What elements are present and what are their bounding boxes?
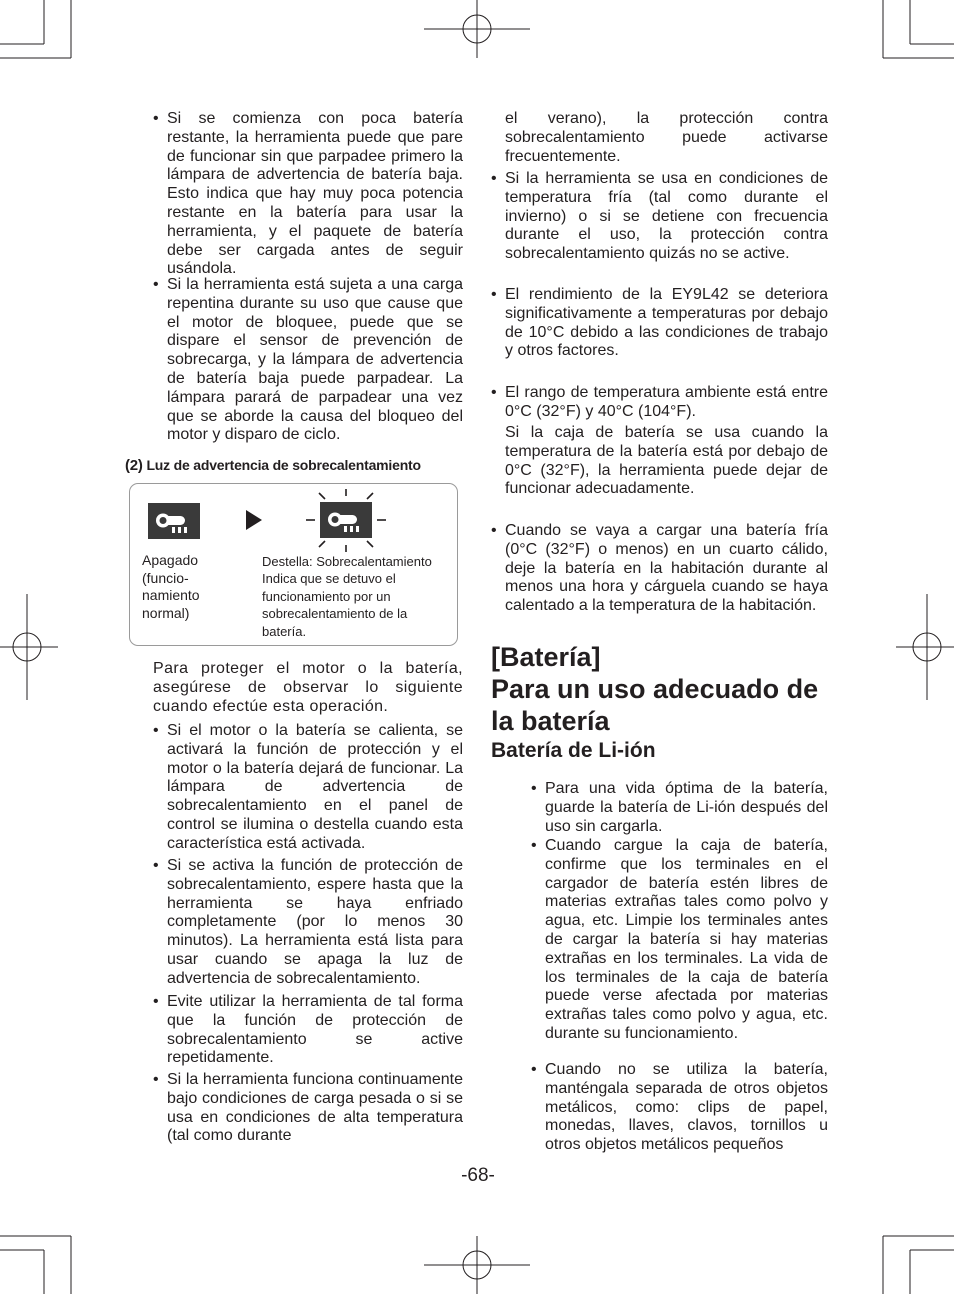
blink-description: Indica que se detuvo el funcionamiento por un sobrecalentamiento de la batería. (262, 571, 408, 639)
thermometer-blinking-icon (306, 489, 386, 553)
list-item: • Evite utilizar la herramienta de tal forma que la función de protección de sobrecalentamiento se active repetidamente. (153, 993, 463, 1068)
heading-la-bateria: la batería (491, 706, 610, 736)
continuation-paragraph: el verano), la protección contra sobrecalentamiento puede activarse frecuentemente. (505, 110, 828, 165)
page-number: -68- (461, 1165, 495, 1186)
blink-title: Destella: Sobrecalentamiento (262, 554, 432, 569)
list-item: • Si el motor o la batería se calienta, se activará la función de protección y el motor o la batería dejará de funcionar. La lámpara de advertencia de sobrecalentamiento en el panel de control se ilumina o destella cuando esta característica está activada. (153, 722, 463, 854)
list-item: • Cuando no se utiliza la batería, manténgala separada de otros objetos metálicos, como: clips de papel, monedas, llaves, clavos, tornillos u otros objetos metálicos pequeños (531, 1061, 828, 1155)
list-item: • El rendimiento de la EY9L42 se deteriora significativamente a temperaturas por debajo de 10°C debido a las condiciones de trabajo y otros factores. (491, 286, 828, 361)
list-item: • Cuando se vaya a cargar una batería fría (0°C (32°F) o menos) en un cuarto cálido, deje la batería en la habitación durante al menos una hora y cárguela cuando se haya calentado a la temperatura de la habitación. (491, 522, 828, 616)
overheat-diagram (129, 483, 458, 646)
list-item: • El rango de temperatura ambiente está entre 0°C (32°F) y 40°C (104°F). (491, 384, 828, 422)
list-item: • Para una vida óptima de la batería, guarde la batería de Li-ión después del uso sin cargarla. (531, 780, 828, 836)
heading-bateria: [Batería] (491, 642, 601, 672)
list-item: • Si se activa la función de protección de sobrecalentamiento, espere hasta que la herramienta se haya enfriado completamente (por lo menos 30 minutos). La herramienta está lista para usar cuando se apaga la luz de advertencia de sobrecalentamiento. (153, 857, 463, 989)
thermometer-icon (148, 503, 200, 539)
sub-paragraph: Si la caja de batería se usa cuando la temperatura de la batería está por debajo de 0°C (32°F), la herramienta puede dejar de funcionar adecuadamente. (505, 424, 828, 498)
list-item: • Si la herramienta se usa en condiciones de temperatura fría (tal como durante el invierno) o si se detiene con frecuencia durante el uso, la protección contra sobrecalentamiento quizás no se active. (491, 170, 828, 264)
section-number: (2) (125, 457, 143, 474)
section-heading (125, 457, 421, 474)
list-item: • Si se comienza con poca batería restante, la herramienta puede que pare de funcionar sin que parpadee primero la lámpara de advertencia de batería baja. Esto indica que hay muy poca potencia restante en la batería para usar la herramienta, y el paquete de batería debe ser cargada antes de seguir usándola. (153, 110, 463, 279)
section-title: Luz de advertencia de sobrecalentamiento (146, 457, 421, 473)
intro-paragraph: Para proteger el motor o la batería, asegúrese de observar lo siguiente cuando efectúe esta operación. (153, 660, 463, 715)
subheading-li-ion: Batería de Li-ión (491, 739, 656, 762)
list-item: • Cuando cargue la caja de batería, confirme que los terminales en el cargador de batería estén libres de materias extrañas tales como polvo y agua, etc. Limpie los terminales antes de cargar la batería si hay materias extrañas en los terminales. La vida de los terminales de la caja de batería puede verse afectada por materias extrañas tales como polvo y agua, etc. durante su funcionamiento. (531, 837, 828, 1044)
heading-uso-adecuado: Para un uso adecuado de (491, 674, 819, 704)
list-item: • Si la herramienta funciona continuamente bajo condiciones de carga pesada o si se usa en condiciones de alta temperatura (tal como durante (153, 1071, 463, 1146)
play-arrow-icon (246, 510, 262, 530)
off-caption: Apagado (funcionamiento normal) (142, 552, 200, 621)
list-item: • Si la herramienta está sujeta a una carga repentina durante su uso que cause que el motor de bloquee, puede que se dispare el sensor de prevención de sobrecarga, y la lámpara de advertencia de batería baja puede parpadear. La lámpara parará de parpadear una vez que se aborde la causa del bloqueo del motor y disparo de ciclo. (153, 276, 463, 445)
